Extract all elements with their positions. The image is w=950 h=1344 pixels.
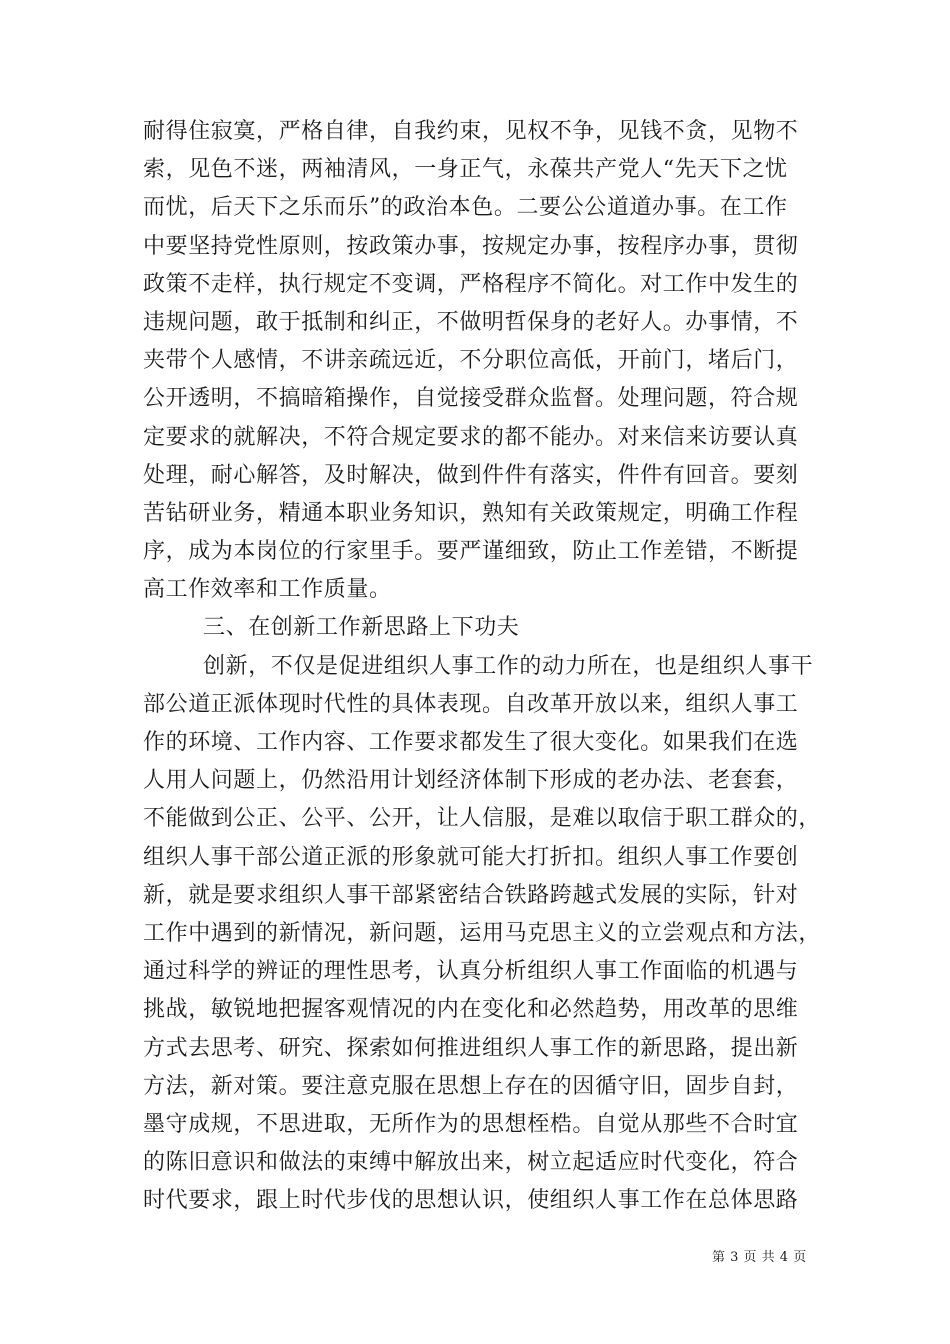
text-line: 苦钻研业务，精通本职业务知识，熟知有关政策规定，明确工作程 (143, 500, 799, 526)
text-line: 政策不走样，执行规定不变调，严格程序不简化。对工作中发生的 (143, 271, 799, 297)
text-line: 索，见色不迷，两袖清风，一身正气，永葆共产党人“先天下之忧 (143, 157, 788, 183)
text-line: 部公道正派体现时代性的具体表现。自改革开放以来，组织人事工 (143, 691, 799, 717)
text-line: 夹带个人感情，不讲亲疏远近，不分职位高低，开前门，堵后门， (143, 348, 799, 374)
text-line: 三、在创新工作新思路上下功夫 (203, 615, 520, 641)
text-line: 高工作效率和工作质量。 (143, 577, 392, 603)
text-line: 挑战，敏锐地把握客观情况的内在变化和必然趋势，用改革的思维 (143, 997, 799, 1023)
text-line: 工作中遇到的新情况，新问题，运用马克思主义的立尝观点和方法， (143, 920, 822, 946)
text-line: 新，就是要求组织人事干部紧密结合铁路跨越式发展的实际，针对 (143, 882, 799, 908)
text-line: 而忧，后天下之乐而乐”的政治本色。二要公公道道办事。在工作 (143, 195, 788, 221)
document-body (143, 113, 822, 1220)
text-line: 人用人问题上，仍然沿用计划经济体制下形成的老办法、老套套， (143, 768, 799, 794)
page-number-footer: 第 3 页 共 4 页 (712, 1250, 807, 1265)
text-line: 公开透明，不搞暗箱操作，自觉接受群众监督。处理问题，符合规 (143, 386, 799, 412)
text-line: 的陈旧意识和做法的束缚中解放出来，树立起适应时代变化，符合 (143, 1150, 799, 1176)
text-line: 方法，新对策。要注意克服在思想上存在的因循守旧，固步自封， (143, 1073, 799, 1099)
text-line: 中要坚持党性原则，按政策办事，按规定办事，按程序办事，贯彻 (143, 233, 799, 259)
text-line: 墨守成规，不思进取，无所作为的思想桎梏。自觉从那些不合时宜 (143, 1111, 799, 1137)
text-line: 通过科学的辨证的理性思考，认真分析组织人事工作面临的机遇与 (143, 959, 799, 985)
text-line: 序，成为本岗位的行家里手。要严谨细致，防止工作差错，不断提 (143, 539, 799, 565)
text-line: 定要求的就解决，不符合规定要求的都不能办。对来信来访要认真 (143, 424, 799, 450)
text-line: 创新，不仅是促进组织人事工作的动力所在，也是组织人事干 (203, 653, 814, 679)
text-line: 作的环境、工作内容、工作要求都发生了很大变化。如果我们在选 (143, 730, 799, 755)
text-line: 不能做到公正、公平、公开，让人信服，是难以取信于职工群众的， (143, 806, 822, 832)
text-line: 时代要求，跟上时代步伐的思想认识，使组织人事工作在总体思路 (143, 1188, 799, 1214)
text-line: 违规问题，敢于抵制和纠正，不做明哲保身的老好人。办事情，不 (143, 309, 799, 335)
text-line: 组织人事干部公道正派的形象就可能大打折扣。组织人事工作要创 (143, 844, 799, 870)
text-line: 方式去思考、研究、探索如何推进组织人事工作的新思路，提出新 (143, 1035, 799, 1061)
text-line: 处理，耐心解答，及时解决，做到件件有落实，件件有回音。要刻 (143, 462, 799, 488)
text-line: 耐得住寂寞，严格自律，自我约束，见权不争，见钱不贪，见物不 (143, 119, 799, 144)
